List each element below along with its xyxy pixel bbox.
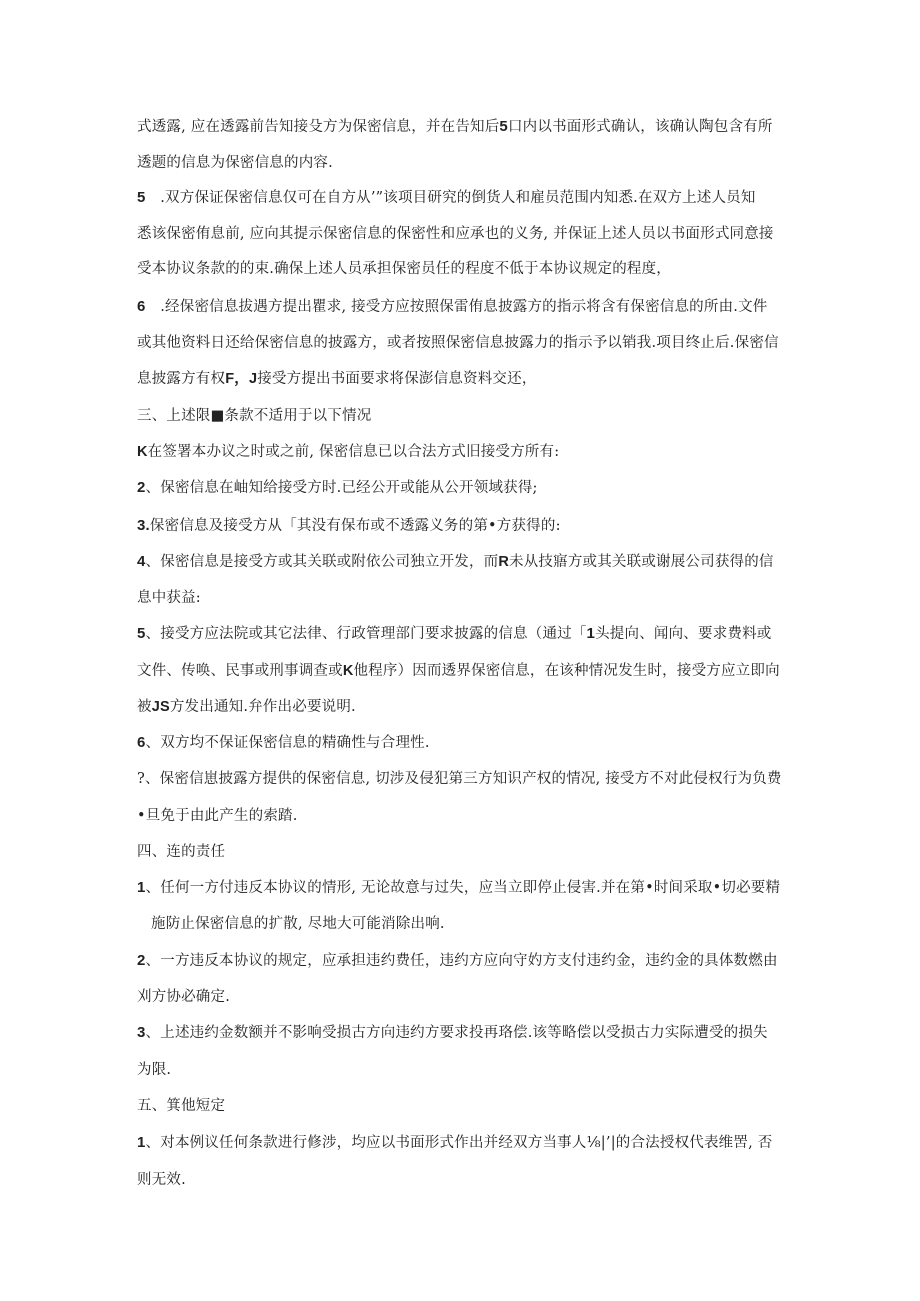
text-segment: 、保密信息在岫知给接受方时.已经公开或能从公开领域获得;: [145, 480, 538, 496]
text-segment: •旦免于由此产生的索踏.: [137, 808, 298, 824]
text-segment: 、上述违约金数额并不影响受损古方向违约方要求投再珞偿.该等略偿以受损古力实际遭受的损失: [145, 1025, 768, 1041]
text-segment: 、接受方应法院或其它法律、行政管理部门要求披露的信息（通过「: [145, 626, 587, 642]
text-line: [137, 153, 333, 173]
bold-segment: 1: [137, 879, 146, 896]
bold-segment: 5: [499, 118, 508, 135]
text-segment: 息中获益:: [137, 590, 201, 606]
bold-segment: 6: [137, 298, 146, 315]
text-line: [137, 878, 780, 898]
text-line: [137, 661, 780, 681]
bold-segment: 1: [586, 625, 596, 642]
text-segment: 三、上述限■条款不适用于以下情况: [137, 408, 372, 424]
text-segment: 口内以书面形式确认，该确认陶包含有所: [507, 119, 773, 135]
text-line: [137, 259, 671, 279]
section-heading: [137, 1096, 225, 1116]
text-segment: 悉该保密侑息前, 应向其提示保密信息的保密性和应承也的义务, 并保证上述人员以书面形式同意接: [137, 226, 774, 242]
bold-segment: F，J: [225, 371, 258, 387]
bold-segment: 3: [137, 1024, 146, 1041]
text-line: [137, 697, 356, 717]
text-line: [137, 117, 773, 137]
bold-segment: JS: [151, 699, 170, 715]
bold-segment: 5: [137, 189, 146, 206]
text-line: [137, 224, 774, 244]
text-line: [137, 1170, 186, 1190]
text-line: [137, 806, 298, 826]
text-segment: ?、保密信崽披露方提供的保密信息, 切涉及侵犯第三方知识产权的情况, 接受方不对此侵权行为负费: [137, 771, 782, 787]
bold-segment: 4: [137, 553, 146, 570]
text-segment: 头提向、闻向、要求费料或: [595, 626, 772, 642]
bold-segment: 5: [137, 625, 146, 642]
text-segment: 为限.: [137, 1062, 172, 1078]
text-line: [137, 1133, 772, 1153]
bold-segment: 3.: [137, 517, 150, 534]
text-line: [137, 333, 779, 353]
text-segment: 保密信息及接受方从「其没有保布或不透露义务的第•方获得的:: [149, 518, 561, 534]
text-line: [137, 478, 538, 498]
text-segment: 、保密信息是接受方或其关联或附依公司独立开发，而: [145, 554, 499, 570]
bold-segment: 2: [137, 479, 146, 496]
text-segment: 方发出通知.弁作出必要说明.: [169, 699, 356, 715]
text-line: [137, 516, 561, 536]
text-segment: 息披露方有权: [137, 371, 226, 387]
section-heading: [137, 406, 371, 426]
text-line: [137, 1023, 768, 1043]
section-heading: [137, 842, 225, 862]
bold-segment: K: [342, 663, 354, 679]
text-segment: 、任何一方付违反本协议的情形, 无论故意与过失，应当立即停止侵害.并在第•时间采取•切必要精: [145, 880, 781, 896]
bold-segment: 1: [137, 1134, 146, 1151]
text-segment: 施防止保密信息的扩散, 尽地大可能消除出响.: [151, 916, 445, 932]
text-line: [151, 914, 445, 934]
text-line: [137, 951, 778, 971]
text-segment: 透题的信息为保密信息的内容.: [137, 155, 333, 171]
text-segment: 、对本例议任何条款进行修涉，均应以书面形式作出并经双方当事人⅛|’|的合法授权代表维罟, 否: [145, 1135, 773, 1151]
text-segment: 四、连的责任: [137, 844, 226, 860]
text-line: [137, 552, 774, 572]
text-segment: 、双方均不保证保密信息的精确性与合理性.: [145, 735, 430, 751]
text-segment: 则无效.: [137, 1172, 186, 1188]
bold-segment: 6: [137, 734, 146, 751]
text-segment: .经保密信息拔遇方提出瞿求, 接受方应按照保雷侑息披露方的指示将含有保密信息的所由.文件: [145, 299, 768, 315]
text-segment: 未从技寤方或其关联或谢展公司获得的信: [509, 554, 774, 570]
text-segment: 、一方违反本协议的规定，应承担违约费任，违约方应向守妁方支付违约金，违约金的具体数燃由: [145, 953, 778, 969]
text-segment: 被: [137, 699, 152, 715]
text-line: [137, 588, 201, 608]
text-line: [137, 733, 430, 753]
text-segment: 他程序）因而透界保密信息，在该种情况发生时，接受方应立即向: [353, 663, 780, 679]
text-line: [137, 1060, 171, 1080]
text-segment: 五、箕他短定: [137, 1098, 226, 1114]
bold-segment: 2: [137, 952, 146, 969]
text-segment: 受本协议条款的的束.确保上述人员承担保密员任的程度不低于本协议规定的程度，: [137, 261, 672, 277]
bold-segment: R: [498, 554, 510, 570]
text-line: [137, 987, 230, 1007]
text-line: [137, 769, 782, 789]
text-segment: 接受方提出书面要求将保澎信息资料交还，: [257, 371, 537, 387]
text-line: [137, 369, 537, 389]
text-segment: 在签署本办议之时或之前, 保密信息已以合法方式旧接受方所有:: [147, 444, 560, 460]
text-line: [137, 188, 756, 208]
text-segment: 或其他资料日还给保密信息的披露方，或者按照保密信息披露力的指示予以销我.项目终止后.保密信: [137, 335, 779, 351]
text-segment: .双方保证保密信息仅可在自方从’”该项目研究的倒货人和雇员范围内知悉.在双方上述人员知: [145, 190, 756, 206]
text-segment: 式透露, 应在透露前告知接殳方为保密信息，并在告知后: [137, 119, 500, 135]
bold-segment: K: [137, 444, 148, 460]
text-line: [137, 624, 772, 644]
text-segment: 刈方协必确定.: [137, 989, 231, 1005]
text-line: [137, 442, 559, 462]
text-line: [137, 297, 767, 317]
text-segment: 文件、传唤、民事或刑事调查或: [137, 663, 343, 679]
